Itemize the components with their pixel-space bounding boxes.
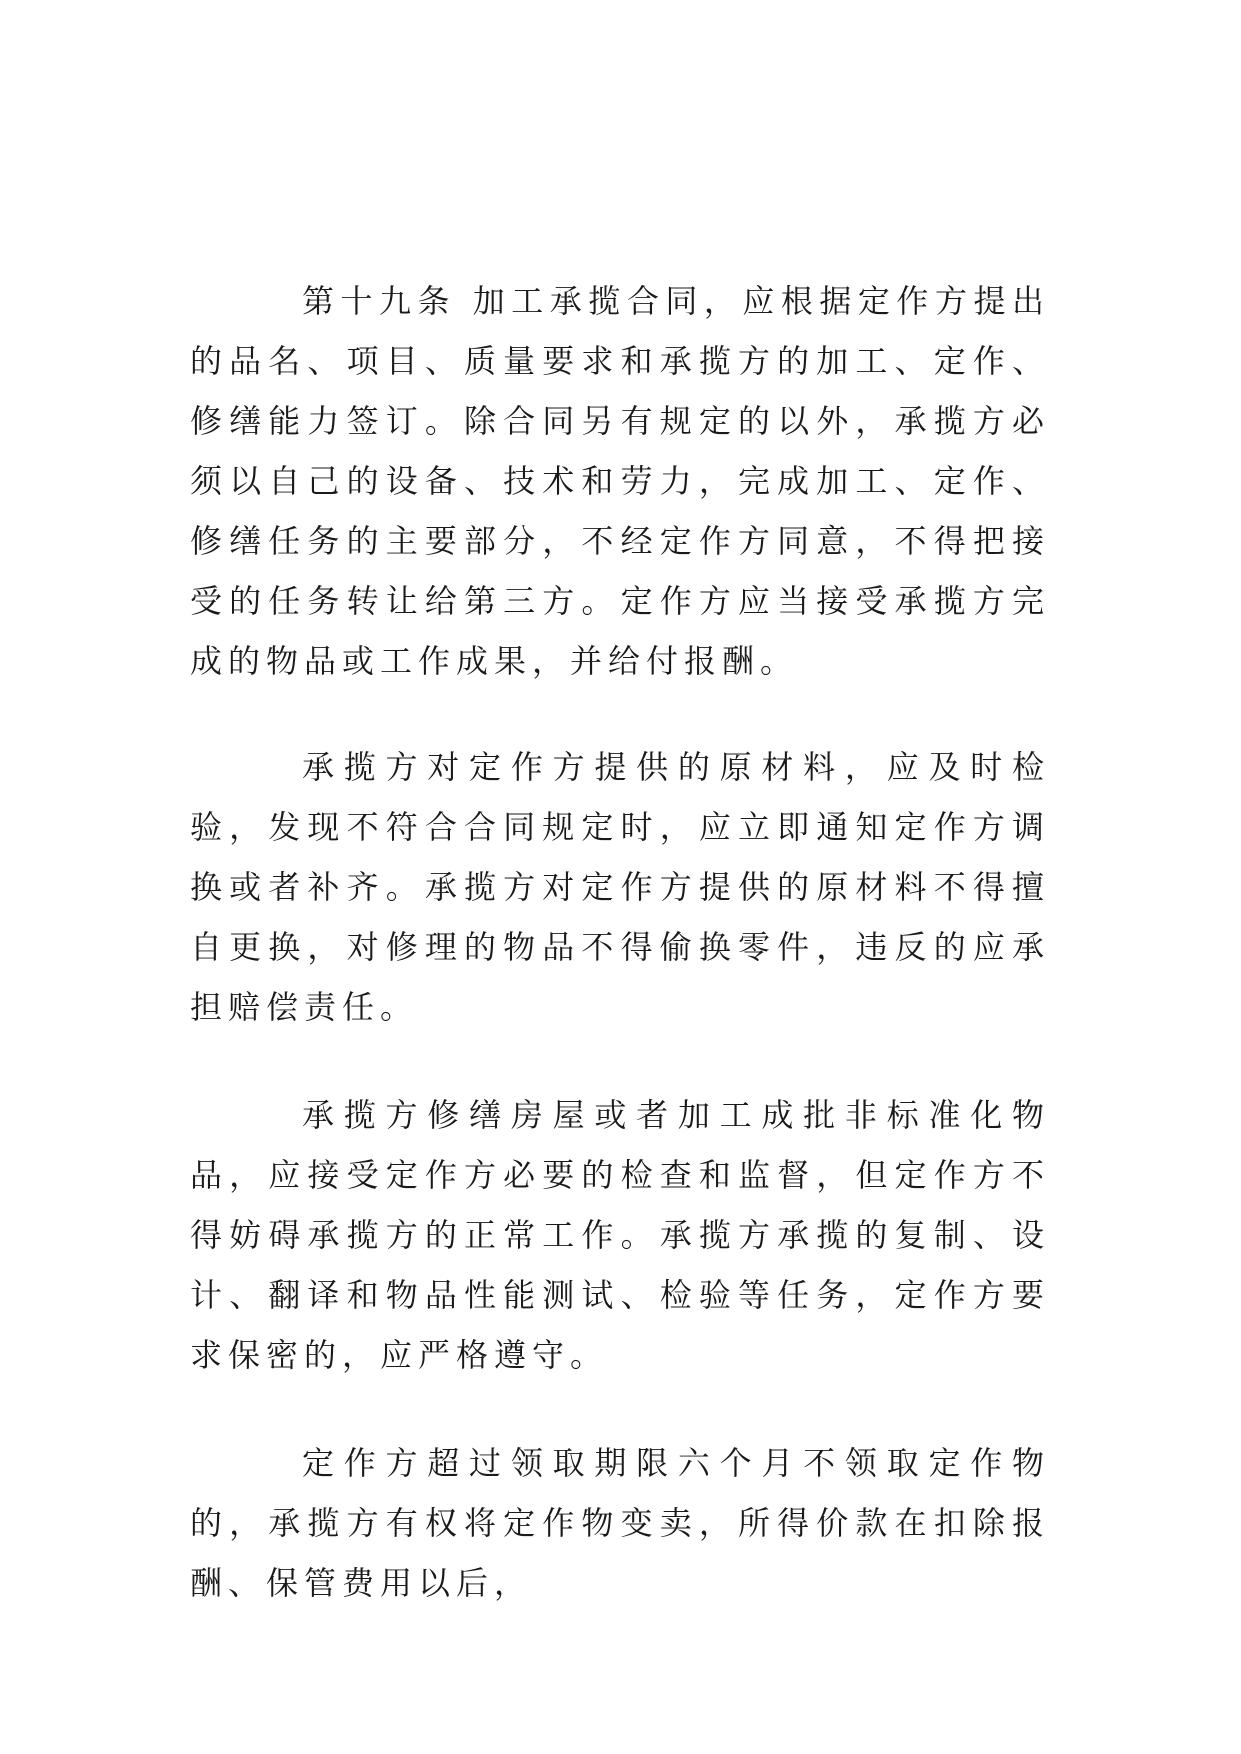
paragraph-raw-materials: 承揽方对定作方提供的原材料，应及时检验，发现不符合合同规定时，应立即通知定作方调换或者补齐。承揽方对定作方提供的原材料不得擅自更换，对修理的物品不得偷换零件，违反的应承担赔偿责任。 [190, 748, 1050, 1026]
paragraph-unclaimed-goods: 定作方超过领取期限六个月不领取定作物的，承揽方有权将定作物变卖，所得价款在扣除报酬、保管费用以后， [190, 1444, 1050, 1602]
paragraph-article-19: 第十九条 加工承揽合同，应根据定作方提出的品名、项目、质量要求和承揽方的加工、定作、修缮能力签订。除合同另有规定的以外，承揽方必须以自己的设备、技术和劳力，完成加工、定作、修缮任务的主要部分，不经定作方同意，不得把接受的任务转让给第三方。定作方应当接受承揽方完成的物品或工作成果，并给付报酬。 [190, 282, 1050, 680]
paragraph-inspection-supervision: 承揽方修缮房屋或者加工成批非标准化物品，应接受定作方必要的检查和监督，但定作方不得妨碍承揽方的正常工作。承揽方承揽的复制、设计、翻译和物品性能测试、检验等任务，定作方要求保密的，应严格遵守。 [190, 1096, 1050, 1374]
